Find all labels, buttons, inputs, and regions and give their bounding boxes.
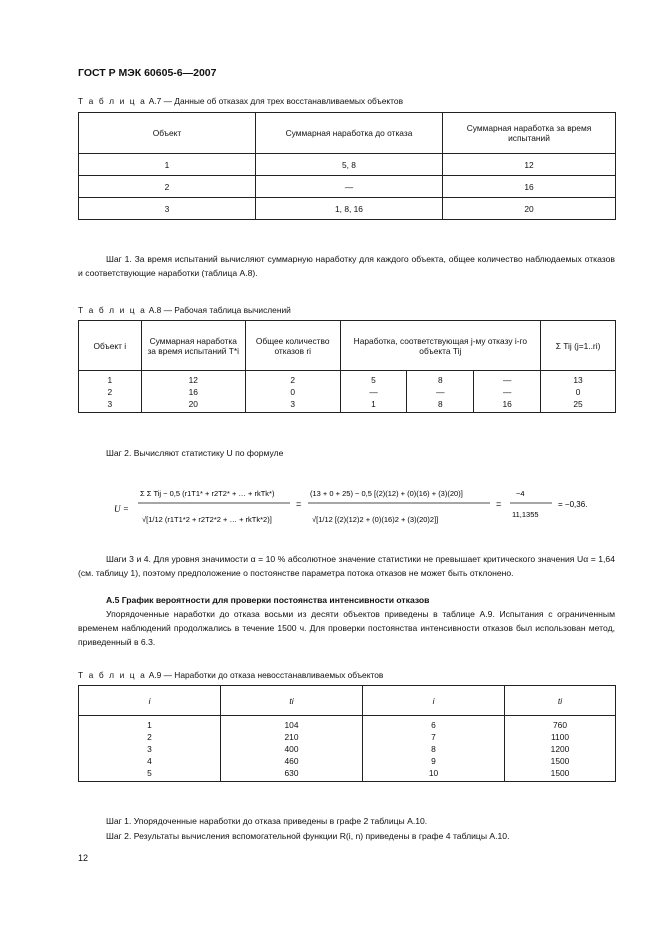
cell-value: 3 <box>290 398 296 409</box>
cell-value: 2 <box>107 386 113 397</box>
cell-value: 5 <box>371 374 376 385</box>
step2b-paragraph: Шаг 2. Результаты вычисления вспомогательной функции R(i, n) приведены в графе 4 таблицы А.10. <box>106 831 510 841</box>
cell-value: 3 <box>107 398 113 409</box>
cell-value: 5 <box>147 767 152 778</box>
table-cell-col1 <box>79 371 142 413</box>
cell-value: 25 <box>573 398 583 409</box>
table-cell-col4 <box>505 716 616 782</box>
table-cell: 16 <box>443 176 616 198</box>
cell-value: 8 <box>431 743 436 754</box>
cell-value: 400 <box>284 743 299 754</box>
equals-sign: = <box>296 499 302 509</box>
step2-paragraph: Шаг 2. Вычисляют статистику U по формуле <box>106 448 284 458</box>
table-row <box>79 371 616 413</box>
formula-denominator-right: 11,1355 <box>512 510 539 519</box>
cell-value: — <box>436 386 445 397</box>
cell-value: 104 <box>284 719 299 730</box>
formula-numerator-left: Σ Σ Tij − 0,5 (r1T1* + r2T2* + … + rkTk*) <box>140 489 275 498</box>
table-cell: 12 <box>443 154 616 176</box>
cell-value: 9 <box>431 755 436 766</box>
table-cell: 20 <box>443 198 616 220</box>
cell-value: 3 <box>147 743 152 754</box>
cell-value: 4 <box>147 755 152 766</box>
cell-value: — <box>369 386 378 397</box>
table-a7 <box>78 112 616 220</box>
table-cell-col3 <box>245 371 340 413</box>
section-a5-paragraph: Упорядоченные наработки до отказа восьми из десяти объектов приведены в таблице А.9. Испытания с ограниченным временем наблюдений продолжались в течение 1500 ч. Для проверки постоянства интенсивности отказов был использован метод, приведенный в 6.3. <box>78 609 615 647</box>
table-header: ti <box>505 686 616 716</box>
table-header: Σ Tij (j=1..ri) <box>541 321 616 371</box>
formula-denominator-mid: √[1/12 [(2)(12)2 + (0)(16)2 + (3)(20)2]] <box>312 515 439 524</box>
step1b-paragraph: Шаг 1. Упорядоченные наработки до отказа приведены в графе 2 таблицы А.10. <box>106 816 428 826</box>
table-row <box>79 716 616 782</box>
table-cell-col1 <box>79 716 221 782</box>
table-a7-caption <box>78 96 403 106</box>
table-header: Объект i <box>79 321 142 371</box>
cell-value: 10 <box>428 767 439 778</box>
table-header: Наработка, соответствующая j-му отказу i-го объекта Tij <box>340 321 541 371</box>
cell-value: — <box>502 386 512 397</box>
table-cell: — <box>256 176 443 198</box>
formula-result: = −0,36. <box>558 500 588 509</box>
cell-value: 12 <box>188 374 198 385</box>
cell-value: 16 <box>188 386 198 397</box>
statistic-formula <box>112 474 612 544</box>
table-cell: 3 <box>79 198 256 220</box>
table-header: Суммарная наработка за время испытаний <box>443 113 616 154</box>
cell-value: 1 <box>371 398 376 409</box>
table-cell-col6 <box>474 371 541 413</box>
table-cell-col2 <box>141 371 245 413</box>
cell-value: 16 <box>502 398 512 409</box>
cell-value: 8 <box>438 374 443 385</box>
formula-numerator-mid: (13 + 0 + 25) − 0,5 [(2)(12) + (0)(16) + (3)(20)] <box>310 489 463 498</box>
cell-value: 760 <box>553 719 567 730</box>
formula-numerator-right: −4 <box>516 489 525 498</box>
cell-value: 20 <box>188 398 198 409</box>
cell-value: 1500 <box>550 767 570 778</box>
table-row <box>79 198 616 220</box>
table-header: ti <box>221 686 363 716</box>
table-cell: 2 <box>79 176 256 198</box>
caption-prefix: Т а б л и ц а <box>78 96 147 106</box>
cell-value: 1200 <box>550 743 570 754</box>
table-cell: 5, 8 <box>256 154 443 176</box>
cell-value: 8 <box>438 398 443 409</box>
formula-denominator-left: √[1/12 (r1T1*2 + r2T2*2 + … + rkTk*2)] <box>142 515 272 524</box>
cell-value: 7 <box>431 731 436 742</box>
table-cell-col3 <box>363 716 505 782</box>
caption-text: А.7 — Данные об отказах для трех восстанавливаемых объектов <box>148 96 404 106</box>
table-cell: 1, 8, 16 <box>256 198 443 220</box>
caption-prefix: Т а б л и ц а <box>78 670 147 680</box>
caption-prefix: Т а б л и ц а <box>78 305 147 315</box>
table-a8-caption <box>78 305 291 315</box>
section-a5-heading: А.5 График вероятности для проверки постоянства интенсивности отказов <box>106 595 430 605</box>
table-header: Суммарная наработка за время испытаний T*i <box>141 321 245 371</box>
step34-paragraph: Шаги 3 и 4. Для уровня значимости α = 10 % абсолютное значение статистики не превышает критического значения Uα = 1,64 (см. таблицу 1), поэтому предположение о постоянстве параметра потока отказов не может быть отклонено. <box>78 554 615 578</box>
table-cell-col5 <box>407 371 474 413</box>
cell-value: 1 <box>147 719 152 730</box>
table-header: i <box>79 686 221 716</box>
table-header: Суммарная наработка до отказа <box>256 113 443 154</box>
table-cell-col4 <box>340 371 407 413</box>
cell-value: 2 <box>290 374 296 385</box>
table-row <box>79 154 616 176</box>
table-header: Объект <box>79 113 256 154</box>
table-header: Общее количество отказов ri <box>245 321 340 371</box>
cell-value: 1100 <box>550 731 569 742</box>
cell-value: 2 <box>147 731 152 742</box>
cell-value: 13 <box>573 374 583 385</box>
cell-value: 1500 <box>550 755 570 766</box>
table-cell-col7 <box>541 371 616 413</box>
cell-value: 1 <box>107 374 113 385</box>
page-number: 12 <box>78 853 89 863</box>
cell-value: 460 <box>284 755 299 766</box>
table-a9 <box>78 685 616 782</box>
table-cell: 1 <box>79 154 256 176</box>
table-header: i <box>363 686 505 716</box>
table-a8 <box>78 320 616 413</box>
table-a9-caption <box>78 670 383 680</box>
cell-value: 0 <box>290 386 296 397</box>
equals-sign: = <box>496 499 502 509</box>
step1-paragraph: Шаг 1. За время испытаний вычисляют суммарную наработку для каждого объекта, общее количество наблюдаемых отказов и соответствующие наработки (таблица А.8). <box>78 254 615 278</box>
cell-value: 210 <box>284 731 299 742</box>
cell-value: 6 <box>431 719 436 730</box>
cell-value: 630 <box>284 767 299 778</box>
formula-u: U = <box>114 504 129 514</box>
table-cell-col2 <box>221 716 363 782</box>
document-header: ГОСТ Р МЭК 60605-6—2007 <box>78 67 217 79</box>
cell-value: — <box>502 374 512 385</box>
caption-text: А.9 — Наработки до отказа невосстанавливаемых объектов <box>148 670 384 680</box>
cell-value: 0 <box>575 386 581 397</box>
table-row <box>79 176 616 198</box>
caption-text: А.8 — Рабочая таблица вычислений <box>148 305 291 315</box>
